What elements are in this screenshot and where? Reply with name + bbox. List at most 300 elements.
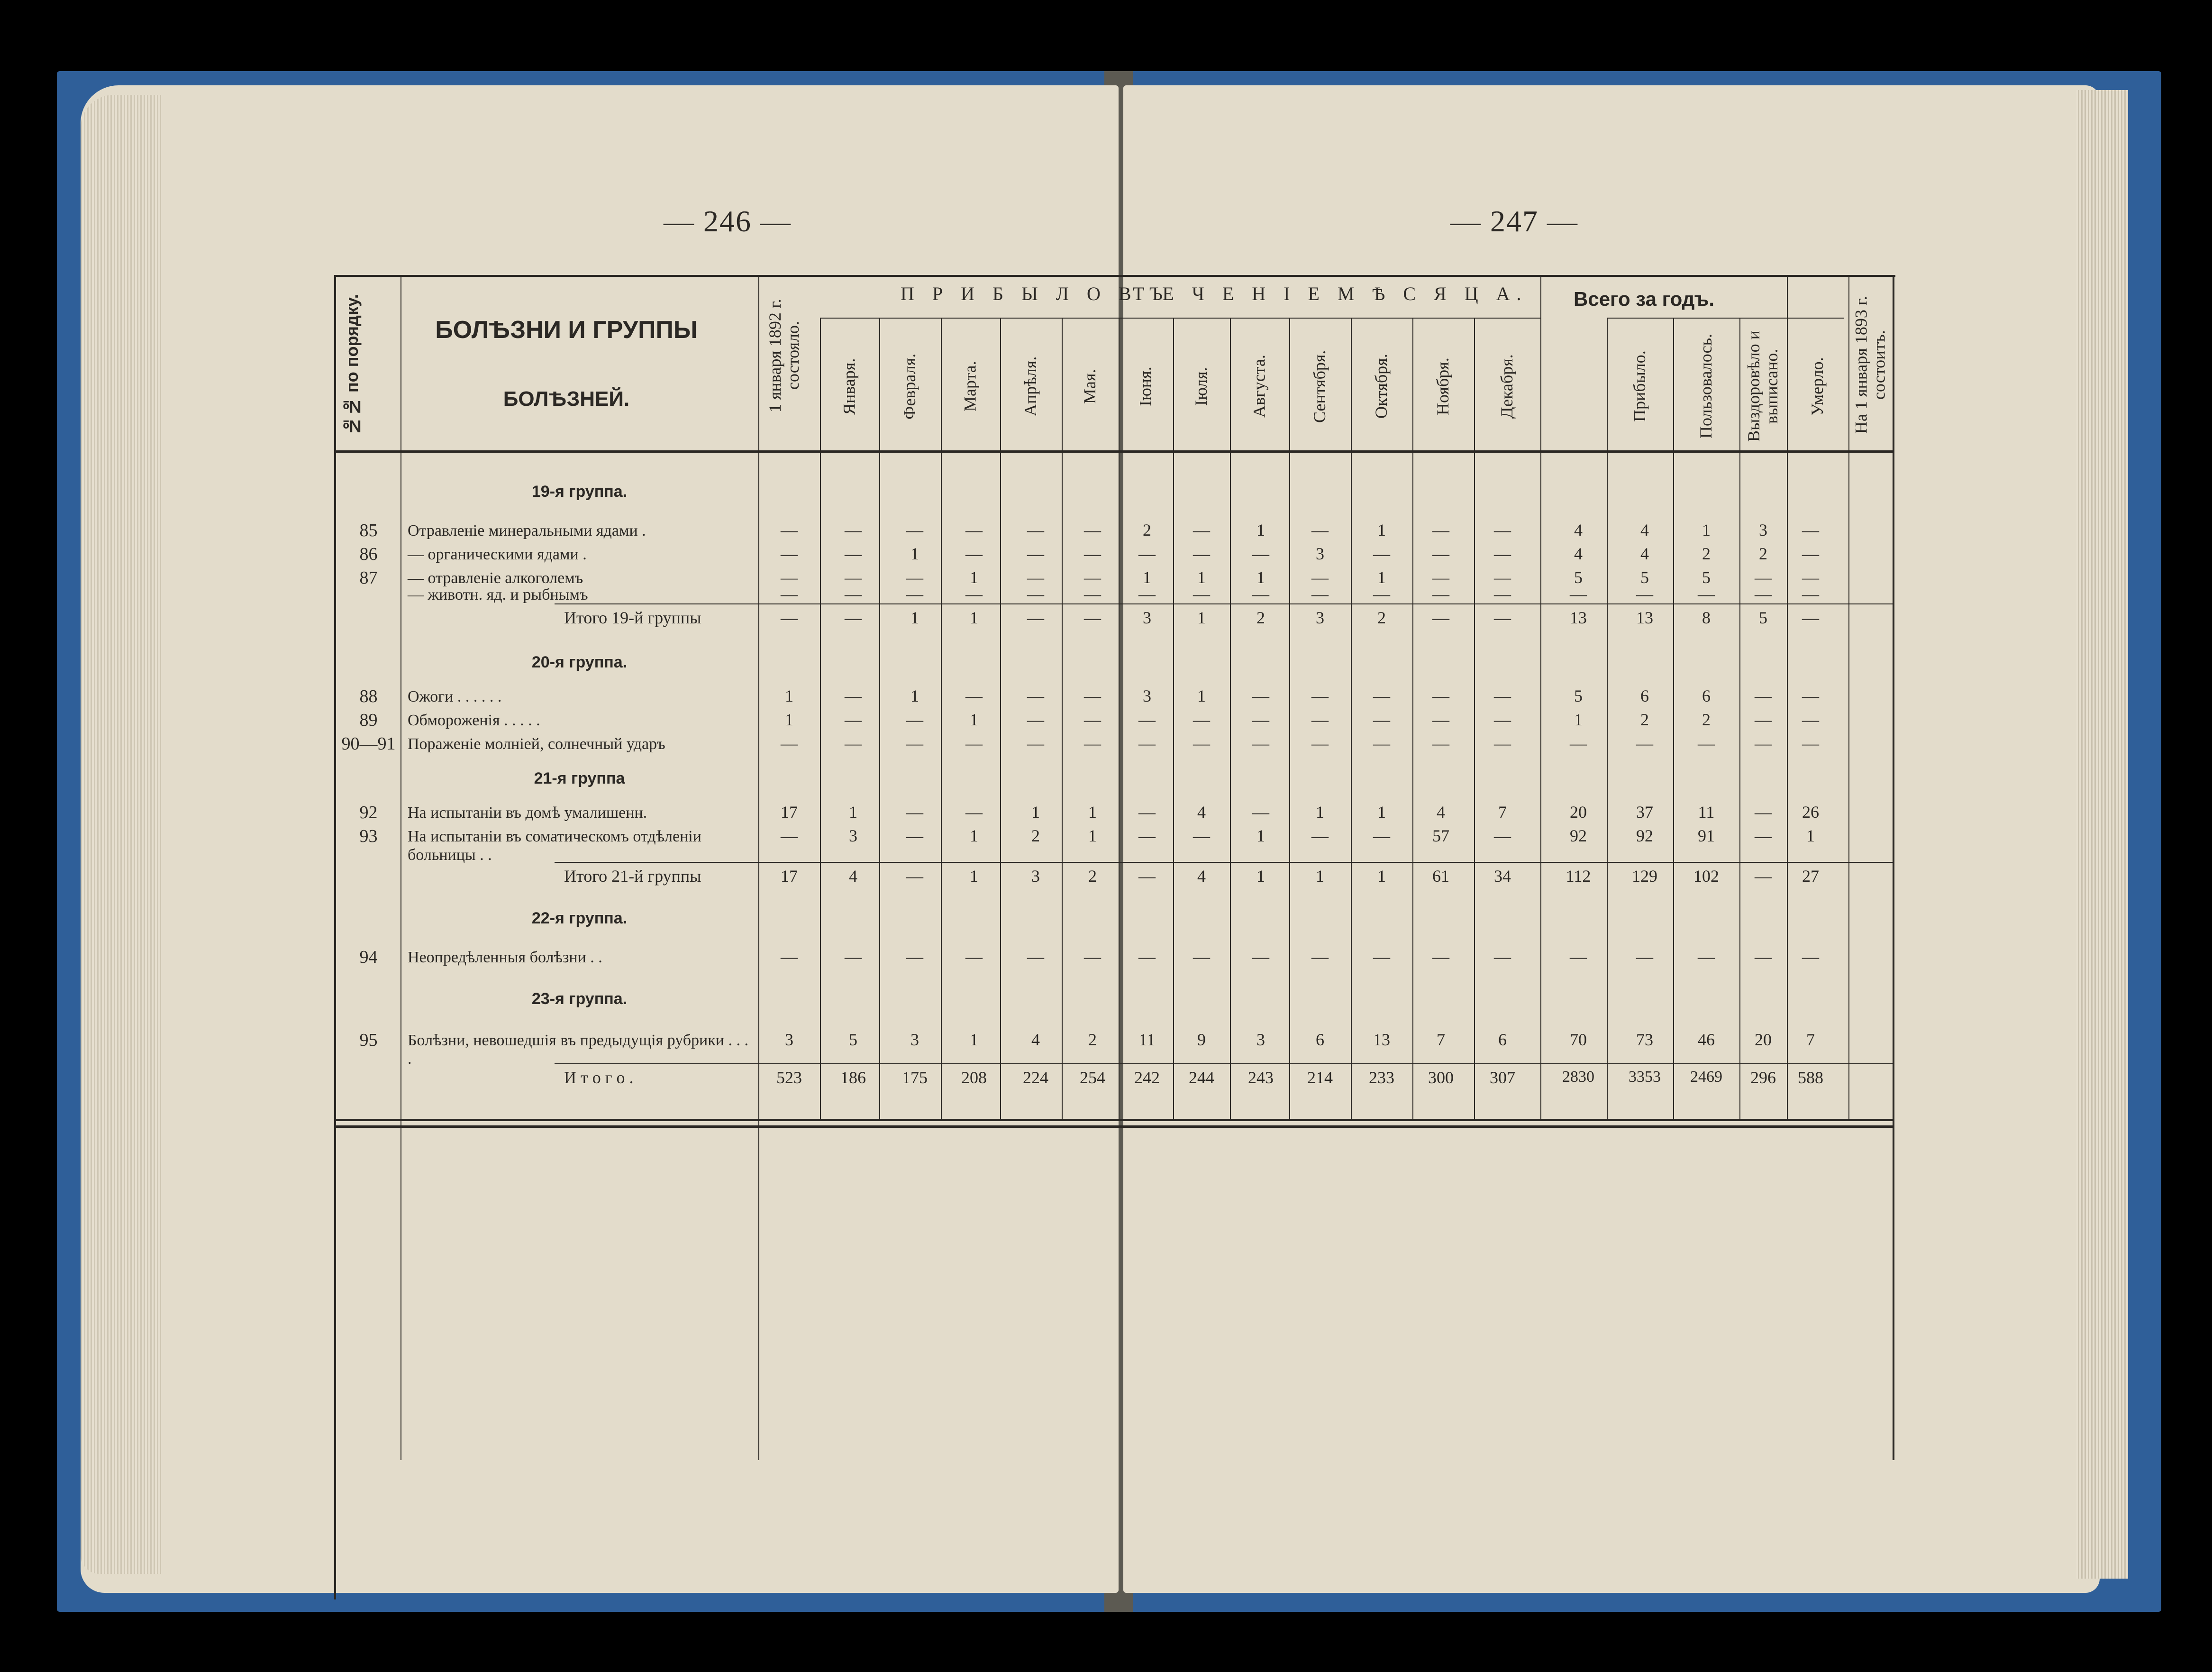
group-heading: 19-я группа. [531,483,628,501]
table-cell: — [845,521,862,539]
total-label: И т о г о . [564,1068,634,1087]
table-cell: 1 [785,710,793,729]
table-cell: — [1432,686,1449,705]
table-cell: 91 [1698,826,1715,845]
table-cell: — [1802,686,1819,705]
table-cell: 3 [910,1030,919,1049]
table-cell: — [1570,734,1587,753]
table-cell: 20 [1570,803,1587,822]
table-cell: 5 [1702,568,1711,587]
table-cell: — [1755,867,1772,886]
table-cell: — [1755,826,1772,845]
total-rule [555,603,1893,604]
disease-label: Неопредѣленныя болѣзни . . [408,949,602,966]
table-cell: — [1193,734,1210,753]
table-cell: 2469 [1690,1068,1722,1086]
table-cell: 4 [1197,803,1206,822]
table-cell: 5 [1574,686,1583,705]
table-cell: — [1027,544,1044,563]
table-cell: 175 [902,1068,928,1087]
table-cell: — [845,568,862,587]
table-cell: — [1494,544,1511,563]
table-cell: 233 [1369,1068,1394,1087]
table-cell: 3 [1143,608,1151,627]
table-cell: 1 [1316,867,1324,886]
table-cell: 4 [1574,544,1583,563]
page-edges-left [81,95,161,1574]
table-bottom-rule [334,1119,1893,1121]
table-cell: 214 [1307,1068,1333,1087]
table-cell: — [1252,947,1269,966]
table-column-rule [1540,275,1541,1119]
table-cell: — [781,734,798,753]
table-cell: 5 [849,1030,857,1049]
row-number: 90—91 [341,734,396,754]
table-cell: 8 [1702,608,1711,627]
table-cell: 2 [1702,710,1711,729]
table-cell: 4 [1640,544,1649,563]
table-cell: 1 [1377,521,1386,539]
table-cell: — [965,521,983,539]
header-month: Іюня. [1136,366,1155,406]
table-cell: — [1636,947,1653,966]
table-cell: — [1084,734,1101,753]
table-cell: — [1138,734,1156,753]
header-bottom-rule [334,450,1893,453]
table-cell: — [1755,710,1772,729]
table-cell: — [1432,585,1449,603]
table-cell: 5 [1640,568,1649,587]
table-cell: — [1027,521,1044,539]
table-right-border [1893,275,1894,1460]
table-cell: 6 [1640,686,1649,705]
table-cell: 1 [970,1030,978,1049]
header-month: Октября. [1372,354,1391,419]
header-year-total: Всего за годъ. [1574,288,1715,310]
table-cell: 73 [1636,1030,1653,1049]
table-cell: — [1755,803,1772,822]
header-diseases-line1: БОЛѢЗНИ И ГРУППЫ [435,316,698,344]
table-cell: 2 [1088,1030,1097,1049]
header-month: Марта. [960,361,980,412]
table-cell: 1 [910,544,919,563]
table-cell: — [1027,568,1044,587]
table-cell: — [781,608,798,627]
table-cell: — [1373,585,1390,603]
table-cell: 1 [1256,568,1265,587]
table-cell: — [906,710,923,729]
header-month: Апрѣля. [1021,356,1040,417]
table-cell: — [1373,826,1390,845]
disease-label: На испытаніи въ соматическомъ отдѣленіи больницы . . [408,828,701,864]
table-cell: 1 [1574,710,1583,729]
table-cell: — [1027,608,1044,627]
table-cell: 1 [1197,568,1206,587]
table-cell: — [1252,710,1269,729]
table-cell: 11 [1138,1030,1156,1049]
table-cell: — [906,826,923,845]
table-cell: 4 [1437,803,1445,822]
table-cell: — [906,568,923,587]
table-cell: 1 [970,608,978,627]
disease-label: — отравленіе алкоголемъ [408,569,583,587]
header-month: Августа. [1249,355,1269,418]
header-year-column: Умерло. [1808,357,1827,416]
table-cell: — [1193,947,1210,966]
table-cell: — [1138,826,1156,845]
table-cell: — [1570,585,1587,603]
table-cell: — [1373,947,1390,966]
total-label: Итого 19-й группы [564,608,701,627]
table-cell: — [1802,734,1819,753]
table-cell: — [1432,608,1449,627]
table-cell: — [1027,947,1044,966]
header-month: Января. [839,358,859,415]
table-cell: 26 [1802,803,1819,822]
table-cell: 7 [1806,1030,1815,1049]
table-cell: — [965,544,983,563]
table-cell: — [1193,585,1210,603]
table-cell: — [1373,734,1390,753]
group-heading: 22-я группа. [531,909,628,927]
table-cell: — [906,947,923,966]
header-end-1893: На 1 января 1893 г. состоитъ. [1851,296,1889,434]
table-cell: 5 [1574,568,1583,587]
table-cell: 6 [1498,1030,1507,1049]
table-cell: — [1570,947,1587,966]
table-cell: — [1755,686,1772,705]
header-number: №№ по порядку. [342,294,362,436]
table-cell: — [1084,686,1101,705]
table-bottom-rule [334,1125,1893,1128]
table-cell: 2 [1088,867,1097,886]
table-cell: — [1252,585,1269,603]
table-cell: 1 [1702,521,1711,539]
table-cell: — [845,734,862,753]
table-cell: — [906,734,923,753]
table-cell: 4 [1574,521,1583,539]
table-cell: 129 [1632,867,1657,886]
table-cell: — [1494,521,1511,539]
table-cell: 2 [1256,608,1265,627]
table-cell: — [1802,710,1819,729]
table-cell: 6 [1316,1030,1324,1049]
table-cell: 3 [785,1030,793,1049]
disease-label: Ожоги . . . . . . [408,688,502,705]
table-cell: 2 [1377,608,1386,627]
table-cell: — [781,568,798,587]
table-cell: 9 [1197,1030,1206,1049]
table-cell: 3 [849,826,857,845]
table-cell: — [1311,568,1329,587]
table-cell: 4 [1031,1030,1040,1049]
group-heading: 21-я группа [534,769,625,787]
table-cell: — [1802,585,1819,603]
table-cell: 208 [961,1068,987,1087]
table-cell: — [1311,585,1329,603]
table-cell: — [1494,947,1511,966]
disease-label: Болѣзни, невошедшія въ предыдущія рубрики . . . . [408,1032,748,1068]
table-cell: 1 [1143,568,1151,587]
row-number: 85 [359,521,378,540]
table-cell: 46 [1698,1030,1715,1049]
disease-label: — органическими ядами . [408,546,587,563]
table-cell: 1 [970,826,978,845]
table-cell: — [1138,867,1156,886]
table-cell: — [1373,544,1390,563]
table-cell: — [1311,734,1329,753]
table-cell: 3 [1256,1030,1265,1049]
table-cell: 3 [1316,544,1324,563]
table-cell: — [1755,734,1772,753]
table-cell: — [1755,947,1772,966]
table-cell: 37 [1636,803,1653,822]
disease-label: Обмороженія . . . . . [408,712,540,729]
table-cell: — [1698,947,1715,966]
table-cell: 13 [1636,608,1653,627]
header-subrule [1607,318,1844,319]
header-month: Февраля. [900,353,919,420]
table-cell: 523 [776,1068,802,1087]
table-cell: 7 [1498,803,1507,822]
table-cell: — [1193,710,1210,729]
table-cell: 2 [1031,826,1040,845]
table-cell: 300 [1428,1068,1454,1087]
row-number: 94 [359,947,378,967]
table-cell: 1 [1806,826,1815,845]
table-cell: — [1027,585,1044,603]
table-cell: — [1084,521,1101,539]
table-cell: 6 [1702,686,1711,705]
table-cell: 13 [1570,608,1587,627]
table-cell: — [845,585,862,603]
table-cell: 1 [849,803,857,822]
table-cell: — [1084,608,1101,627]
table-cell: — [1311,947,1329,966]
row-number: 92 [359,803,378,822]
table-cell: — [1755,585,1772,603]
table-cell: — [1698,585,1715,603]
table-cell: 1 [910,686,919,705]
table-cell: 20 [1755,1030,1772,1049]
table-cell: 3 [1143,686,1151,705]
table-cell: 2 [1702,544,1711,563]
table-cell: 1 [1256,867,1265,886]
table-cell: 3353 [1629,1068,1661,1086]
header-year-column: Выздоровѣло и выписано. [1744,330,1781,442]
table-cell: — [1252,686,1269,705]
table-cell: — [1193,521,1210,539]
table-cell: — [965,686,983,705]
table-cell: 1 [785,686,793,705]
table-cell: — [1311,826,1329,845]
row-number: 87 [359,568,378,588]
table-cell: 34 [1494,867,1511,886]
table-cell: — [845,608,862,627]
header-year-column: Прибыло. [1630,350,1649,422]
table-cell: — [965,734,983,753]
page-number-left: — 246 — [664,204,792,238]
table-cell: 243 [1248,1068,1274,1087]
table-cell: — [845,947,862,966]
table-cell: — [1494,686,1511,705]
page-number-right: — 247 — [1450,204,1578,238]
table-cell: 102 [1693,867,1719,886]
table-cell: 17 [781,803,798,822]
table-cell: — [845,544,862,563]
table-cell: 1 [1316,803,1324,822]
table-cell: — [1802,521,1819,539]
total-rule [555,862,1893,863]
table-cell: — [1311,686,1329,705]
table-cell: 1 [1088,803,1097,822]
table-cell: — [1138,710,1156,729]
disease-label: — животн. яд. и рыбнымъ [408,586,588,603]
header-year-column: Пользовалось. [1696,334,1716,439]
group-heading: 20-я группа. [531,653,628,671]
table-cell: — [1802,947,1819,966]
table-cell: 4 [1640,521,1649,539]
table-cell: — [1193,826,1210,845]
table-cell: 11 [1698,803,1715,822]
row-number: 88 [359,686,378,706]
header-diseases-line2: БОЛѢЗНЕЙ. [503,387,630,411]
table-cell: 2 [1759,544,1767,563]
table-cell: 307 [1490,1068,1515,1087]
table-cell: — [1802,544,1819,563]
table-cell: 61 [1432,867,1449,886]
table-cell: 254 [1080,1068,1105,1087]
table-cell: — [965,803,983,822]
table-cell: — [1027,686,1044,705]
table-cell: 296 [1750,1068,1776,1087]
table-cell: — [845,686,862,705]
header-arrived-right: Т Е Ч Е Н І Е М Ѣ С Я Ц А. [1133,283,1528,304]
disease-label: Пораженіе молніей, солнечный ударъ [408,735,665,753]
table-cell: — [1138,544,1156,563]
table-cell: — [1311,521,1329,539]
table-cell: — [1084,568,1101,587]
table-cell: — [1138,803,1156,822]
table-cell: 224 [1023,1068,1048,1087]
table-cell: 17 [781,867,798,886]
header-subrule [820,318,1540,319]
table-cell: 112 [1566,867,1591,886]
table-cell: — [1698,734,1715,753]
table-cell: 1 [970,867,978,886]
disease-label: Отравленіе минеральными ядами . [408,522,646,539]
table-cell: — [1252,803,1269,822]
group-heading: 23-я группа. [531,990,628,1008]
table-cell: — [1138,947,1156,966]
table-cell: 1 [970,710,978,729]
table-cell: — [1494,710,1511,729]
table-cell: 186 [840,1068,866,1087]
table-cell: 13 [1373,1030,1390,1049]
page-edges-right [2076,90,2128,1579]
table-cell: 1 [970,568,978,587]
total-rule [555,1063,1893,1064]
table-cell: — [1252,734,1269,753]
table-cell: — [1084,947,1101,966]
table-cell: — [1373,686,1390,705]
table-cell: — [1636,585,1653,603]
table-cell: 2830 [1562,1068,1594,1086]
table-cell: 1 [1197,686,1206,705]
header-month: Декабря. [1497,354,1517,419]
table-cell: 1 [1088,826,1097,845]
table-cell: — [906,803,923,822]
table-cell: — [1432,947,1449,966]
table-cell: 588 [1798,1068,1823,1087]
header-arrived-left: П Р И Б Ы Л О В Ъ [901,283,1169,304]
table-cell: — [1027,710,1044,729]
table-cell: — [1432,544,1449,563]
table-cell: 1 [910,608,919,627]
table-cell: 1 [1377,803,1386,822]
table-cell: — [1432,734,1449,753]
table-cell: — [1494,734,1511,753]
table-cell: — [1432,521,1449,539]
header-month: Ноября. [1433,357,1453,415]
table-cell: — [1138,585,1156,603]
table-cell: 244 [1189,1068,1214,1087]
table-cell: 3 [1031,867,1040,886]
table-cell: — [1494,608,1511,627]
table-cell: — [965,947,983,966]
table-cell: — [1494,585,1511,603]
table-cell: — [1373,710,1390,729]
table-cell: — [906,521,923,539]
header-month: Сентября. [1310,350,1329,423]
table-cell: — [1802,568,1819,587]
table-cell: 1 [1377,568,1386,587]
table-cell: 1 [1256,826,1265,845]
row-number: 95 [359,1030,378,1050]
table-cell: — [1084,710,1101,729]
table-cell: — [1027,734,1044,753]
table-cell: — [1494,826,1511,845]
table-cell: 57 [1432,826,1449,845]
table-cell: — [781,544,798,563]
row-number: 86 [359,544,378,564]
header-start-1892: 1 января 1892 г. состояло. [765,299,802,412]
table-cell: — [781,947,798,966]
table-cell: — [906,867,923,886]
table-cell: — [1802,608,1819,627]
table-cell: 1 [1377,867,1386,886]
disease-label: На испытаніи въ домѣ умалишенн. [408,804,647,822]
table-cell: 1 [1031,803,1040,822]
table-cell: — [781,826,798,845]
table-cell: — [965,585,983,603]
table-cell: — [1084,585,1101,603]
table-cell: — [1311,710,1329,729]
table-cell: 4 [1197,867,1206,886]
table-cell: 7 [1437,1030,1445,1049]
table-cell: 3 [1316,608,1324,627]
table-cell: — [1084,544,1101,563]
table-cell: 92 [1636,826,1653,845]
table-cell: 2 [1143,521,1151,539]
table-cell: 27 [1802,867,1819,886]
table-cell: 1 [1256,521,1265,539]
table-cell: — [1252,544,1269,563]
table-cell: 70 [1570,1030,1587,1049]
table-cell: — [1494,568,1511,587]
table-cell: — [1755,568,1772,587]
header-month: Іюля. [1192,367,1211,406]
